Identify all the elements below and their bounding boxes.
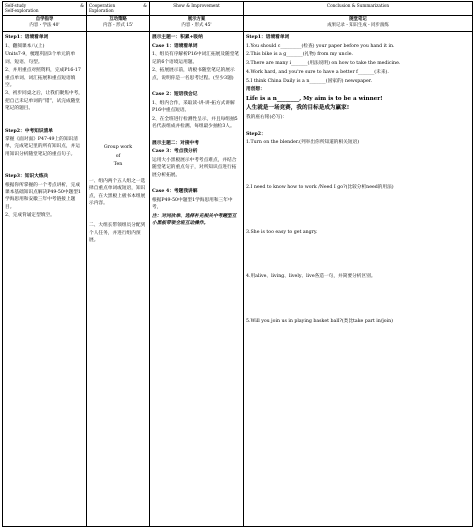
header-self-study: Self-study & Self-exploration (3, 2, 87, 16)
notes-item1: 1.You should c_________(检查) your paper before you hand it in. (246, 43, 395, 49)
notes-step1-title: Step1：语境看单词 (246, 35, 290, 40)
case2-title: Case 2：短语我会记 (152, 92, 198, 98)
step3-line1: 根据你所掌握的一个考点讲析，完成课本基础知识点解决P49-50中题型1学海思用和安徽三年中考链接上题目。 (5, 183, 81, 210)
step1-line4: 3、初步同桌之后，让我们聚焦中考，把自己未记单词的“错”，试完成随堂笔记的题目。 (5, 91, 83, 111)
header-conclusion: Conclusion & Summarization (244, 2, 473, 16)
group-work-label: Group work (103, 145, 133, 150)
step3-title: Step3：知识大练兵 (5, 174, 49, 180)
theme2-title: 展示主题二：对接中考 (152, 140, 199, 146)
case3-title: Case 3：考点我分析 (152, 149, 198, 155)
case3-line1: 运用大小黑板展示中考考点难点，并结合随堂笔记的重点句子，对所知识点进行拓展分析拓展。 (152, 158, 237, 178)
case4-title: Case 4：考题我讲解 (152, 189, 198, 195)
notes-question4: 4.用alive、living、lively、live各造一句，并简要分析区别。 (246, 274, 376, 280)
step1-line2: Units7-9，梳理巩固3个单元的单词、短语、句型。 (5, 52, 76, 65)
case1-line1: 1、组员有序解析P16中词汇拓展及随堂笔记的6个语境运用题。 (152, 52, 240, 65)
header-col1-cn: 自学指导 内容・学法 40' (3, 16, 87, 32)
notes-question3: 3.She is too easy to get angry. (246, 229, 318, 235)
header-col2-cn: 互动策略 内容・形式 15' (87, 16, 150, 32)
creative-label: 用创想： (246, 87, 265, 93)
step1-line1: 1、翻阅课本八(上) (5, 43, 45, 49)
motto-english: Life is a n________, My aim is to be a winner! (246, 95, 383, 102)
step2-line1: 掌握《面对面》P47-49上的知识清单，完成笔记里的所有知识点，并运用知识分析随堂笔记的重点句子。 (5, 137, 81, 157)
header-row-chinese (3, 16, 473, 32)
header-show-improvement: Show & Improvement (150, 2, 244, 16)
header-cooperation: Cooperation & Exploration (87, 2, 150, 16)
case1-line2: 2、拓展展示前，请板书随堂笔记的展示点，说明你是一名思考过程。(至少3题) (152, 68, 235, 81)
notes-item5: 5.I think China Daily is a n_______(国家的) newspaper. (246, 78, 372, 84)
notes-step2-title: Step2： (246, 131, 266, 137)
group-of-label: of (115, 153, 121, 159)
cooperation-point2: 二、大组长带领组员分配到个人任务，并进行组内预展。 (89, 223, 146, 243)
case4-line1: 根据P49-50中题型1学海思用和三年中考， (152, 197, 233, 211)
case2-line1: 1、组内合作，采取读-讲-讲-拓方式讲解P16中重点短语。 (152, 100, 235, 114)
cooperation-column (87, 32, 150, 527)
own-motto-label: 我的座右铭(必写)： (246, 114, 288, 120)
self-study-column (3, 32, 87, 527)
notes-item3: 3.There are many i_______(用法说明) on how to take the medicine. (246, 61, 401, 67)
notes-item4: 4.Work hard, and you're sure to have a better f_______(未来). (246, 69, 389, 75)
lesson-plan-table (2, 1, 473, 527)
step1-line3: 2、并用重点对照资料，完成P16-17重点单词、词汇拓展和重点短语填空。 (5, 68, 81, 88)
cooperation-point1: 一、组内两个五人组之一选择自重点单词或短语，知识点，在大黑板上板书本组展示内容。 (89, 179, 146, 206)
notes-item2: 2.This bike is a g_______(礼物) from my uncle. (246, 52, 353, 58)
case4-line2: 注：对同伙举、选择补充相关中考题型互小黑板带领全班互动操作。 (152, 213, 237, 227)
show-improvement-column (150, 32, 244, 527)
case1-title: Case 1：语境看单词 (152, 43, 198, 49)
case2-line2: 2、在全班进行检测性呈示，并且每组抽5名代表组成并检测。每组最少抽检3人。 (152, 116, 238, 130)
group-ten-label: Ten (113, 162, 123, 168)
step1-title: Step1：语境看单词 (5, 35, 49, 40)
header-col3-cn: 展示方案 内容・形式 45' (150, 16, 244, 32)
conclusion-column (244, 32, 473, 527)
notes-question1: 1.Turn on the blender.(列举出你所知道的相关短语) (246, 140, 360, 146)
theme1-title: 展示主题一：积累+吸纳 (152, 35, 203, 40)
motto-chinese: 人生就是一场竞赛，我的目标是成为赢家! (246, 105, 350, 112)
notes-question5: 5.Will you join us in playing basket ball?(类比take part in/join) (246, 319, 393, 325)
step3-line2: 2、完成背诵定型填空。 (5, 213, 55, 219)
notes-question2: 2.I need to know how to work /Need I go?(比较分析need的用法) (246, 185, 394, 191)
step2-title: Step2：中考知识清单 (5, 128, 53, 134)
header-row-english (3, 2, 473, 16)
content-row (3, 32, 473, 527)
header-col4-cn: 随堂笔记 成果记录・知识生成・同步演练 (244, 16, 473, 32)
